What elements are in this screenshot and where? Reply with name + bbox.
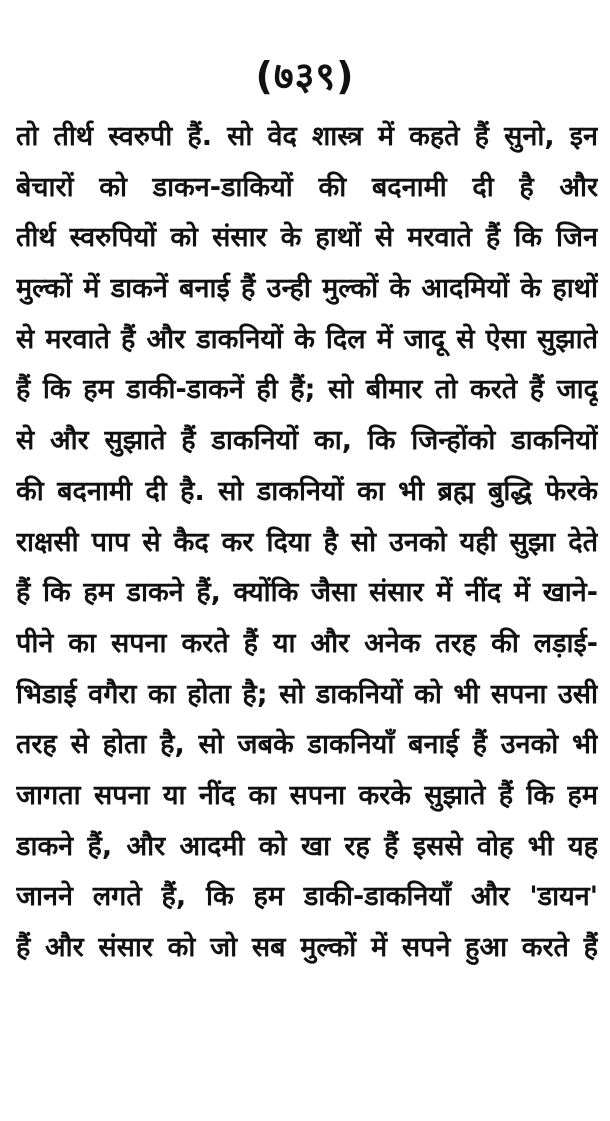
text-line: भिडाई वगैरा का होता है; सो डाकनियों को भी सपना उसी xyxy=(16,678,598,710)
body-text xyxy=(16,112,598,974)
text-line: जानने लगते हैं, कि हम डाकी-डाकनियाँ और 'डायन' xyxy=(16,881,598,913)
text-line: मुल्कों में डाकनें बनाई हैं उन्ही मुल्कों के आदमियों के हाथों xyxy=(16,273,598,305)
page-number: (७३९) xyxy=(255,54,355,98)
text-line: राक्षसी पाप से कैद कर दिया है सो उनको यही सुझा देते xyxy=(16,526,598,558)
text-line: से मरवाते हैं और डाकनियों के दिल में जादू से ऐसा सुझाते xyxy=(16,323,598,355)
text-line: हैं कि हम डाकी-डाकनें ही हैं; सो बीमार तो करते हैं जादू xyxy=(16,374,598,406)
text-line: तो तीर्थ स्वरुपी हैं. सो वेद शास्त्र में कहते हैं सुनो, इन xyxy=(16,121,598,152)
text-line: की बदनामी दी है. सो डाकनियों का भी ब्रह्म बुद्धि फेरके xyxy=(16,475,598,507)
text-line: से और सुझाते हैं डाकनियों का, कि जिन्होंको डाकनियों xyxy=(16,425,598,457)
text-line: हैं कि हम डाकने हैं, क्योंकि जैसा संसार में नींद में खाने- xyxy=(16,577,598,609)
text-line: बेचारों को डाकन-डाकियों की बदनामी दी है और xyxy=(16,171,598,203)
text-line: तरह से होता है, सो जबके डाकनियाँ बनाई हैं उनको भी xyxy=(16,729,598,761)
text-line: तीर्थ स्वरुपियों को संसार के हाथों से मरवाते हैं कि जिन xyxy=(16,222,598,254)
text-line: डाकने हैं, और आदमी को खा रह हैं इससे वोह भी यह xyxy=(16,830,598,862)
text-line: पीने का सपना करते हैं या और अनेक तरह की लड़ाई- xyxy=(16,627,598,659)
text-line: हैं और संसार को जो सब मुल्कों में सपने हुआ करते हैं xyxy=(16,932,598,963)
text-line: जागता सपना या नींद का सपना करके सुझाते हैं कि हम xyxy=(16,779,598,811)
